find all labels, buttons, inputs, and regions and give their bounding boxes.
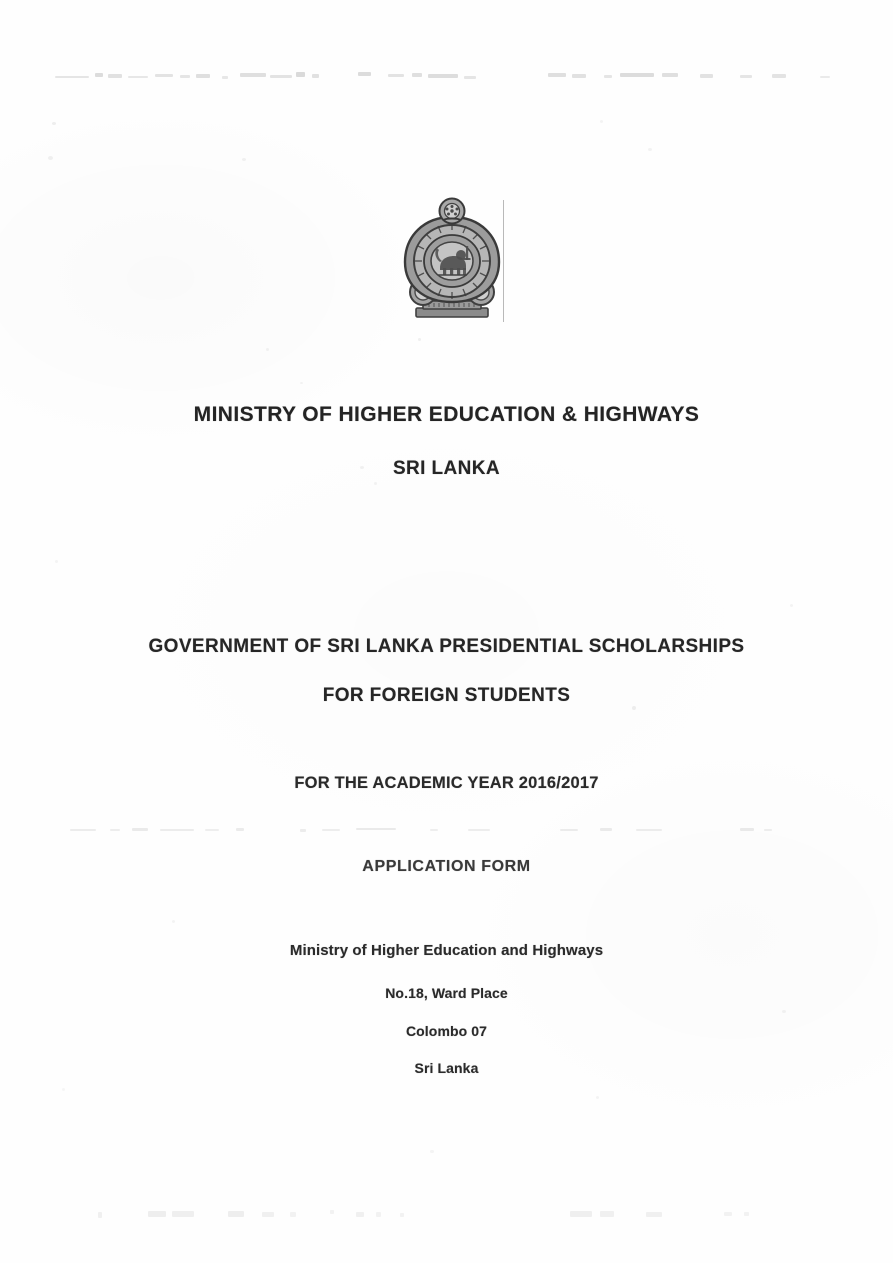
heading-country: SRI LANKA bbox=[392, 458, 501, 479]
address-line-2: No.18, Ward Place bbox=[385, 985, 508, 1001]
heading-academic-year: FOR THE ACADEMIC YEAR 2016/2017 bbox=[294, 774, 599, 792]
scan-artifact-middle bbox=[0, 820, 893, 842]
scan-artifact-bottom bbox=[0, 1200, 893, 1230]
heading-ministry: MINISTRY OF HIGHER EDUCATION & HIGHWAYS bbox=[193, 403, 700, 426]
heading-program-line1: GOVERNMENT OF SRI LANKA PRESIDENTIAL SCHOLARSHIPS bbox=[148, 636, 745, 657]
scan-artifact-top bbox=[0, 60, 893, 100]
heading-form-title: APPLICATION FORM bbox=[362, 858, 531, 875]
address-line-4: Sri Lanka bbox=[414, 1060, 479, 1076]
national-emblem-icon bbox=[396, 196, 508, 326]
address-line-1: Ministry of Higher Education and Highways bbox=[289, 942, 604, 959]
heading-program-line2: FOR FOREIGN STUDENTS bbox=[322, 685, 571, 706]
address-line-3: Colombo 07 bbox=[405, 1023, 488, 1039]
